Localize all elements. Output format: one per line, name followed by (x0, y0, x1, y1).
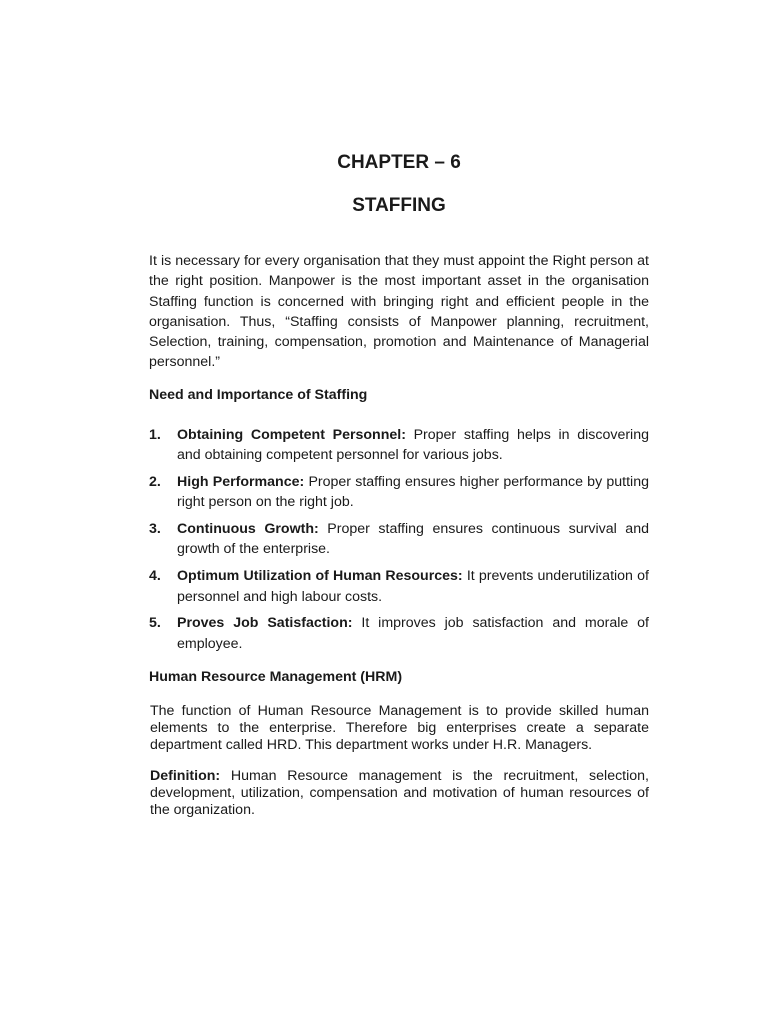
list-item-term: Obtaining Competent Personnel: (177, 427, 406, 443)
list-item-term: High Performance: (177, 474, 305, 491)
list-item-term: Continuous Growth: (177, 521, 319, 538)
list-item-text: It improves job satisfaction and morale of employee. (177, 615, 649, 652)
hrm-paragraph: The function of Human Resource Management is to provide skilled human elements to the enterprise. Therefore big enterprises create a separate department called HRD. This department works under H.R. Managers. (150, 703, 649, 754)
definition-paragraph (150, 768, 649, 820)
definition-term: Definition: (150, 768, 221, 784)
list-item (149, 613, 649, 654)
list-item-text: Proper staffing helps in discovering and obtaining competent personnel for various jobs. (177, 427, 649, 464)
list-item (149, 472, 649, 513)
list-item-number: 4. (149, 568, 161, 585)
list-item-number: 2. (149, 474, 161, 491)
need-list (149, 425, 649, 660)
list-item (149, 566, 649, 607)
chapter-subtitle: STAFFING (352, 195, 446, 216)
list-item-number: 5. (149, 615, 161, 632)
list-item-text: It prevents underutilization of personnel and high labour costs. (177, 568, 649, 605)
list-item-text: Proper staffing ensures continuous survival and growth of the enterprise. (177, 521, 649, 558)
list-item-term: Optimum Utilization of Human Resources: (177, 568, 463, 585)
list-item-term: Proves Job Satisfaction: (177, 615, 353, 632)
definition-text: Human Resource management is the recruitment, selection, development, utilization, compensation and motivation of human resources of the organization. (150, 768, 649, 819)
intro-paragraph: It is necessary for every organisation that they must appoint the Right person at the right position. Manpower is the most important asset in the organisation Staffing function is concerned with bringing right and efficient people in the organisation. Thus, “Staffing consists of Manpower planning, recruitment, Selection, training, compensation, promotion and Maintenance of Managerial personnel.” (149, 253, 649, 371)
list-item-number: 1. (149, 427, 161, 443)
list-item-number: 3. (149, 521, 161, 538)
chapter-title: CHAPTER – 6 (337, 152, 461, 173)
hrm-section-heading: Human Resource Management (HRM) (149, 669, 403, 685)
list-item (149, 519, 649, 560)
need-section-heading: Need and Importance of Staffing (149, 387, 368, 403)
list-item-text: Proper staffing ensures higher performance by putting right person on the right job. (177, 474, 649, 511)
list-item (149, 425, 649, 466)
